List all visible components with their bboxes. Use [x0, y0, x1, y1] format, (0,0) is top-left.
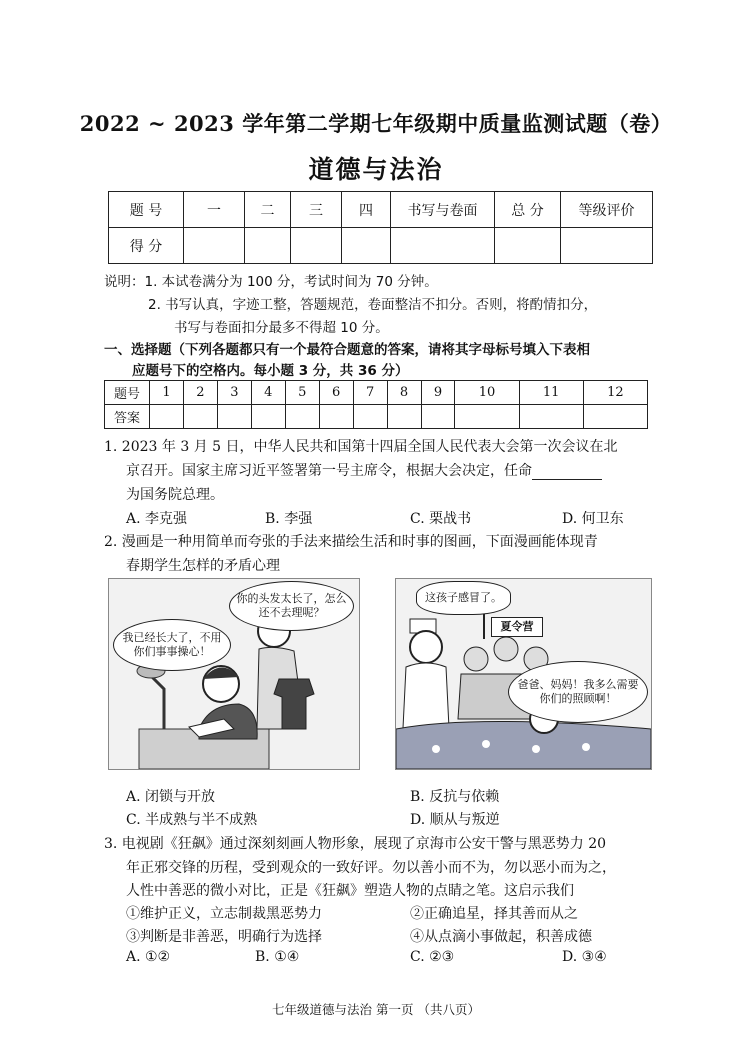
q1-option-a[interactable]: A. 李克强: [126, 511, 188, 527]
score-cell: 三: [291, 192, 342, 228]
score-cell: 四: [342, 192, 391, 228]
score-table-header-row: [109, 192, 653, 228]
q3-item-1: ①维护正义，立志制裁黑恶势力: [126, 906, 322, 922]
q2-option-b[interactable]: B. 反抗与依赖: [410, 789, 500, 805]
score-entry-cell[interactable]: [495, 228, 561, 264]
q1-line2-text: 京召开。国家主席习近平签署第一号主席令，根据大会决定，任命: [126, 463, 532, 479]
answer-cell[interactable]: [319, 405, 353, 429]
q2-line1: 2. 漫画是一种用简单而夸张的手法来描绘生活和时事的图画，下面漫画能体现青: [104, 534, 598, 550]
score-entry-cell[interactable]: [184, 228, 245, 264]
answer-cell[interactable]: [150, 405, 184, 429]
score-entry-cell[interactable]: [245, 228, 291, 264]
child-speech-bubble-left: 我已经长大了，不用你们事事操心！: [113, 619, 231, 671]
score-row-label: 得 分: [109, 228, 184, 264]
q3-option-c[interactable]: C. ②③: [410, 949, 455, 965]
question-number: 2: [183, 381, 217, 405]
score-entry-cell[interactable]: [561, 228, 653, 264]
question-number: 4: [251, 381, 285, 405]
page-footer: 七年级道德与法治 第一页 （共八页）: [272, 1002, 480, 1017]
answer-cell[interactable]: [217, 405, 251, 429]
section1-instructions-line2: 应题号下的空格内。每小题 3 分，共 36 分）: [132, 363, 409, 379]
score-cell: 书写与卷面: [391, 192, 495, 228]
q2-line2: 春期学生怎样的矛盾心理: [126, 558, 280, 574]
question-number: 3: [217, 381, 251, 405]
answer-table-answer-row: [105, 405, 648, 429]
notes-item1: 1. 本试卷满分为 100 分，考试时间为 70 分钟。: [144, 274, 438, 290]
score-cell: 总 分: [495, 192, 561, 228]
question-number: 9: [421, 381, 455, 405]
answer-cell[interactable]: [387, 405, 421, 429]
answer-row-label: 答案: [105, 405, 150, 429]
answer-cell[interactable]: [421, 405, 455, 429]
subject-title: 道德与法治: [308, 155, 444, 184]
answer-table-number-row: [105, 381, 648, 405]
answer-cell[interactable]: [455, 405, 519, 429]
answer-cell[interactable]: [251, 405, 285, 429]
question-number: 11: [519, 381, 583, 405]
q3-option-d[interactable]: D. ③④: [562, 949, 607, 965]
q3-item-3: ③判断是非善恶，明确行为选择: [126, 929, 322, 945]
question-number: 6: [319, 381, 353, 405]
score-cell: 题 号: [109, 192, 184, 228]
score-table-score-row: [109, 228, 653, 264]
q3-item-2: ②正确追星，择其善而从之: [410, 906, 578, 922]
question-number: 5: [285, 381, 319, 405]
doctor-speech-bubble: 这孩子感冒了。: [416, 581, 511, 615]
q1-answer-blank[interactable]: [532, 465, 602, 480]
answer-header-label: 题号: [105, 381, 150, 405]
notes-prefix: 说明：: [104, 274, 145, 290]
q1-option-c[interactable]: C. 栗战书: [410, 511, 472, 527]
score-cell: 二: [245, 192, 291, 228]
score-entry-cell[interactable]: [391, 228, 495, 264]
question-number: 12: [583, 381, 647, 405]
question-number: 8: [387, 381, 421, 405]
notes-item2-line2: 书写与卷面扣分最多不得超 10 分。: [174, 320, 389, 336]
score-entry-cell[interactable]: [342, 228, 391, 264]
child-speech-bubble-right: 爸爸、妈妈！我多么需要你们的照顾啊！: [508, 661, 648, 723]
question-number: 1: [150, 381, 184, 405]
q2-option-d[interactable]: D. 顺从与叛逆: [410, 812, 500, 828]
notes-item2-line1: 2. 书写认真，字迹工整，答题规范，卷面整洁不扣分。否则，将酌情扣分，: [148, 297, 598, 313]
score-cell: 等级评价: [561, 192, 653, 228]
q1-option-b[interactable]: B. 李强: [265, 511, 313, 527]
q1-line2: [126, 460, 602, 480]
answer-cell[interactable]: [285, 405, 319, 429]
answer-cell[interactable]: [353, 405, 387, 429]
q2-option-a[interactable]: A. 闭锁与开放: [126, 789, 216, 805]
q3-line2: 年正邪交锋的历程，受到观众的一致好评。勿以善小而不为，勿以恶小而为之，: [126, 860, 616, 876]
question-number: 7: [353, 381, 387, 405]
score-cell: 一: [184, 192, 245, 228]
question-number: 10: [455, 381, 519, 405]
q1-line1: 1. 2023 年 3 月 5 日，中华人民共和国第十四届全国人民代表大会第一次会议在北: [104, 439, 618, 455]
score-entry-cell[interactable]: [291, 228, 342, 264]
q3-line1: 3. 电视剧《狂飙》通过深刻刻画人物形象，展现了京海市公安干警与黑恶势力 20: [104, 836, 607, 852]
answer-cell[interactable]: [183, 405, 217, 429]
mother-speech-bubble: 你的头发太长了，怎么还不去理呢？: [229, 581, 354, 631]
cartoon-left: [108, 578, 360, 770]
summer-camp-sign: 夏令营: [491, 617, 543, 637]
answer-cell[interactable]: [519, 405, 583, 429]
answer-table: [104, 380, 648, 429]
exam-title: 2022 ~ 2023 学年第二学期七年级期中质量监测试题（卷）: [79, 111, 673, 136]
cartoon-right: [395, 578, 652, 770]
score-table: [108, 191, 653, 264]
q3-item-4: ④从点滴小事做起，积善成德: [410, 929, 592, 945]
q3-option-b[interactable]: B. ①④: [255, 949, 300, 965]
q2-option-c[interactable]: C. 半成熟与半不成熟: [126, 812, 258, 828]
answer-cell[interactable]: [583, 405, 647, 429]
q1-line3: 为国务院总理。: [126, 487, 224, 503]
q3-option-a[interactable]: A. ①②: [126, 949, 171, 965]
notes-line1: [104, 270, 438, 290]
q3-line3: 人性中善恶的微小对比，正是《狂飙》塑造人物的点睛之笔。这启示我们: [126, 883, 574, 899]
section1-instructions-line1: 一、选择题（下列各题都只有一个最符合题意的答案，请将其字母标号填入下表相: [104, 342, 590, 358]
q1-option-d[interactable]: D. 何卫东: [562, 511, 624, 527]
